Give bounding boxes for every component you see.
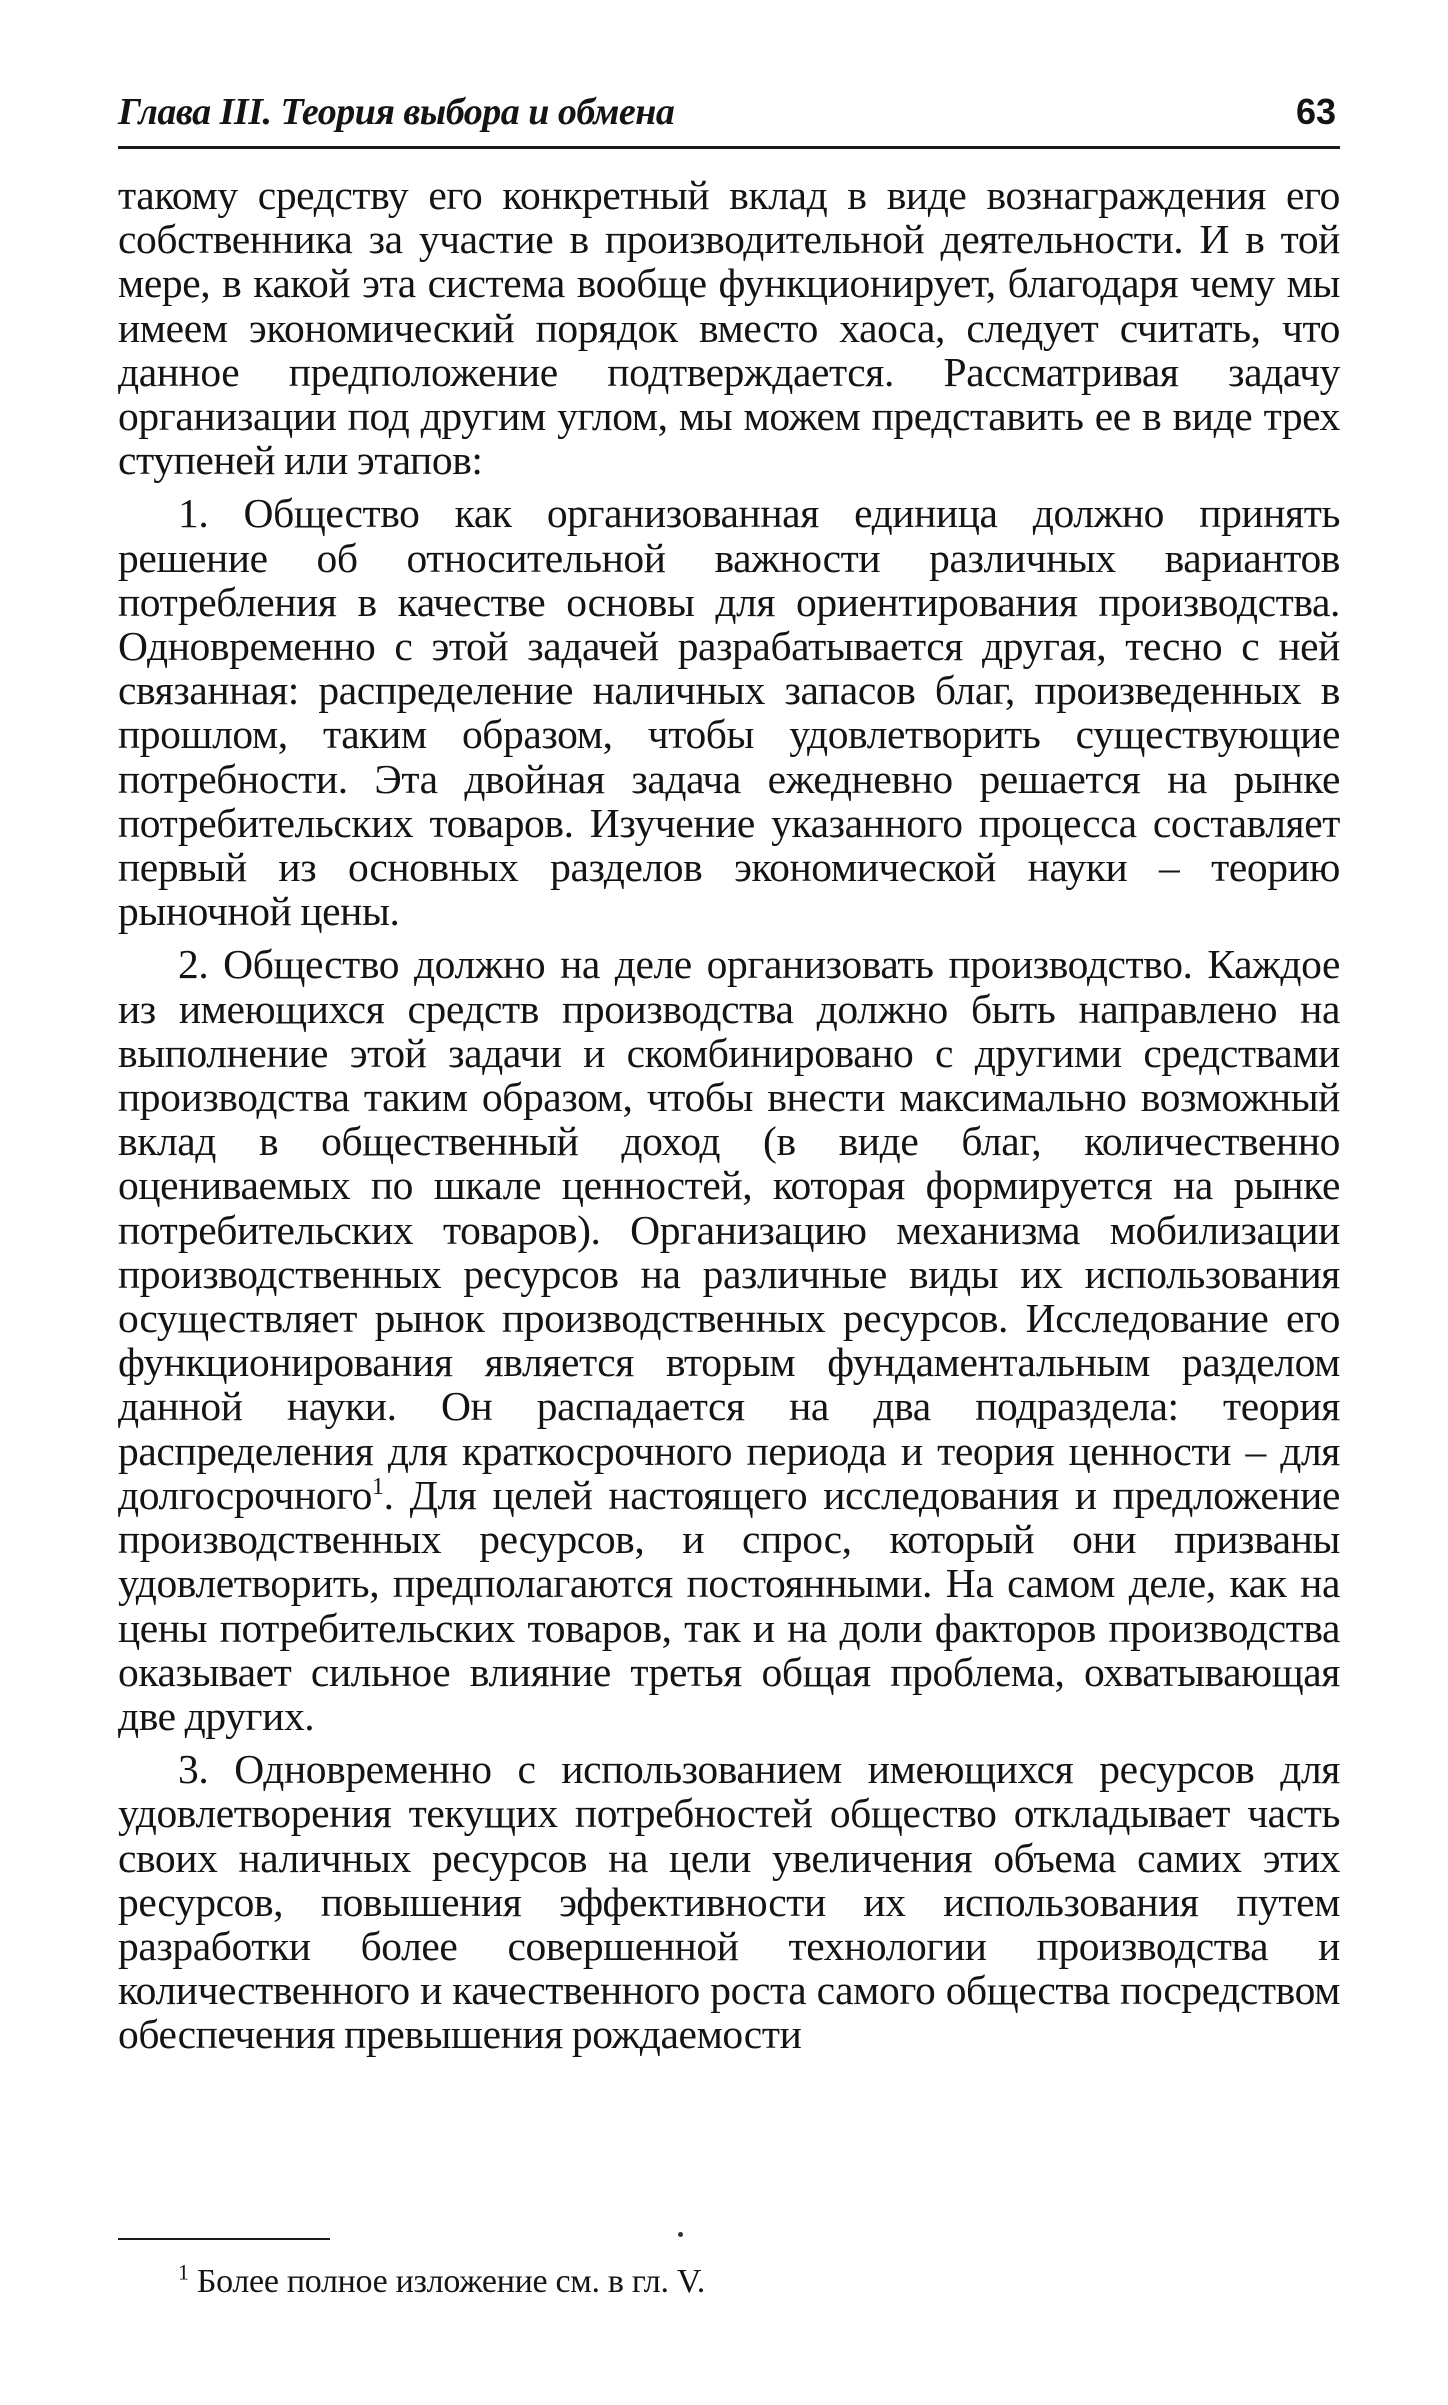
footnote-rule bbox=[118, 2238, 330, 2240]
running-head bbox=[118, 90, 1340, 149]
paragraph-item-2-part-1: 2. Общество должно на деле организовать производство. Каждое из имеющихся средств производства должно быть направлено на выполнение этой задачи и скомбинировано с другими средствами производства таким образом, чтобы внести максимально возможный вклад в общественный доход (в виде благ, количественно оцениваемых по шкале ценностей, которая формируется на рынке потребительских товаров). Организацию механизма мобилизации производственных ресурсов на различные виды их использования осуществляет рынок производственных ресурсов. Исследование его функционирования является вторым фундаментальным разделом данной науки. Он распадается на два подраздела: теория распределения для краткосрочного периода и теория ценности – для долгосрочного bbox=[118, 941, 1340, 1518]
paragraph-continuation: такому средству его конкретный вклад в виде вознаграждения его собственника за участие в производительной деятельности. И в той мере, в какой эта система вообще функционирует, благодаря чему мы имеем экономический порядок вместо хаоса, следует считать, что данное предположение подтверждается. Рассматривая задачу организации под другим углом, мы можем представить ее в виде трех ступеней или этапов: bbox=[118, 172, 1340, 484]
footnote-separator bbox=[118, 2232, 718, 2252]
footnote-text: Более полное изложение см. в гл. V. bbox=[196, 2263, 705, 2300]
page-number: 63 bbox=[1295, 91, 1336, 132]
footnote bbox=[178, 2259, 705, 2302]
book-page bbox=[118, 90, 1340, 2066]
paragraph-item-2 bbox=[118, 942, 1340, 1738]
footnote-reference[interactable]: 1 bbox=[372, 1474, 384, 1501]
body-text bbox=[118, 173, 1340, 2057]
chapter-title: Глава III. Теория выбора и обмена bbox=[118, 91, 675, 133]
footnote-marker: 1 bbox=[178, 2259, 189, 2285]
paragraph-item-3: 3. Одновременно с использованием имеющихся ресурсов для удовлетворения текущих потребностей общество откладывает часть своих наличных ресурсов на цели увеличения объема самих этих ресурсов, повышения эффективности их использования путем разработки более совершенной технологии производства и количественного и качественного роста самого общества посредством обеспечения превышения рождаемости bbox=[118, 1746, 1340, 2058]
paragraph-item-1: 1. Общество как организованная единица должно принять решение об относительной важности различных вариантов потребления в качестве основы для ориентирования производства. Одновременно с этой задачей разрабатывается другая, тесно с ней связанная: распределение наличных запасов благ, произведенных в прошлом, таким образом, чтобы удовлетворить существующие потребности. Эта двойная задача ежедневно решается на рынке потребительских товаров. Изучение указанного процесса составляет первый из основных разделов экономической науки – теорию рыночной цены. bbox=[118, 490, 1340, 935]
print-speck bbox=[678, 2232, 683, 2237]
paragraph-item-2-part-2: . Для целей настоящего исследования и предложение производственных ресурсов, и спрос, который они призваны удовлетворить, предполагаются постоянными. На самом деле, как на цены потребительских товаров, так и на доли факторов производства оказывает сильное влияние третья общая проблема, охватывающая две других. bbox=[118, 1471, 1340, 1739]
